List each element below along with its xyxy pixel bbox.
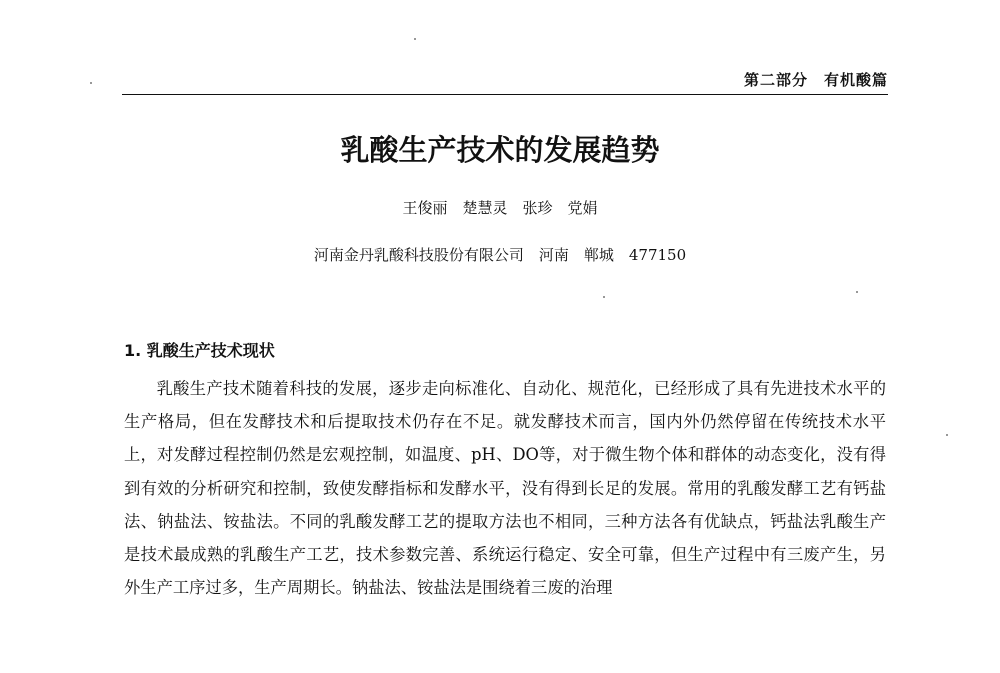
body-paragraph: 乳酸生产技术随着科技的发展，逐步走向标准化、自动化、规范化，已经形成了具有先进技术水平的生产格局，但在发酵技术和后提取技术仍存在不足。就发酵技术而言，国内外仍然停留在传统技术水平上，对发酵过程控制仍然是宏观控制，如温度、pH、DO等，对于微生物个体和群体的动态变化，没有得到有效的分析研究和控制，致使发酵指标和发酵水平，没有得到长足的发展。常用的乳酸发酵工艺有钙盐法、钠盐法、铵盐法。不同的乳酸发酵工艺的提取方法也不相同，三种方法各有优缺点，钙盐法乳酸生产是技术最成熟的乳酸生产工艺，技术参数完善、系统运行稳定、安全可靠，但生产过程中有三废产生，另外生产工序过多，生产周期长。钠盐法、铵盐法是围绕着三废的治理 bbox=[124, 379, 886, 598]
running-header: 第二部分 有机酸篇 bbox=[743, 71, 888, 89]
scan-speck bbox=[946, 434, 948, 436]
header-rule bbox=[122, 94, 888, 95]
section-heading: 1. 乳酸生产技术现状 bbox=[124, 341, 275, 360]
article-title: 乳酸生产技术的发展趋势 bbox=[340, 133, 660, 167]
scan-speck bbox=[856, 291, 858, 293]
scan-speck bbox=[90, 82, 92, 84]
author-list: 王俊丽 楚慧灵 张珍 党娟 bbox=[402, 199, 598, 217]
scan-speck bbox=[603, 296, 605, 298]
scan-speck bbox=[414, 38, 416, 40]
affiliation: 河南金丹乳酸科技股份有限公司 河南 郸城 477150 bbox=[313, 246, 687, 264]
